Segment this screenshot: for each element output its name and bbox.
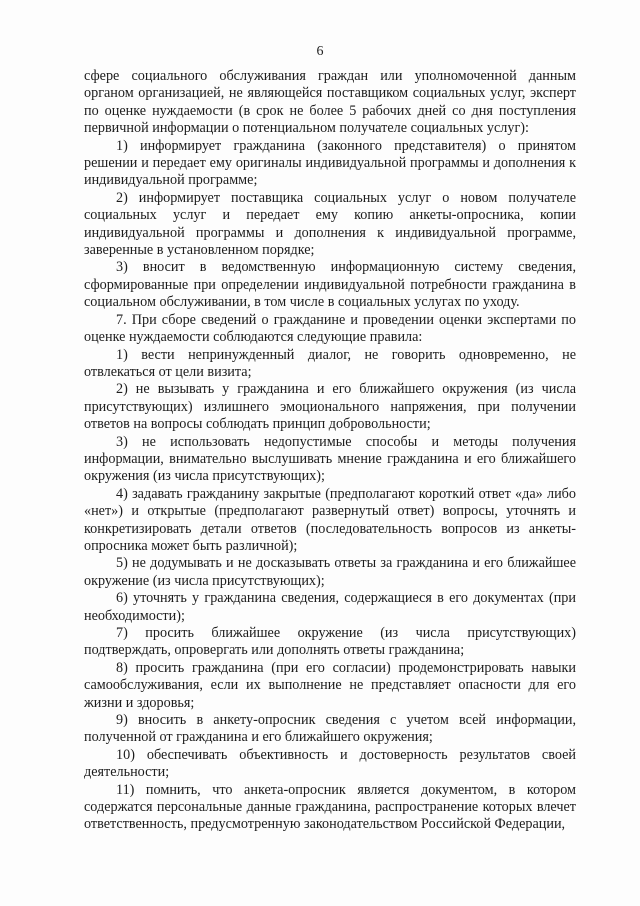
document-body (84, 68, 576, 834)
page-number: 6 (316, 44, 324, 59)
paragraph: 5) не додумывать и не досказывать ответы за гражданина и его ближайшее окружение (из числа присутствующих); (84, 555, 576, 589)
paragraph: 1) вести непринужденный диалог, не говорить одновременно, не отвлекаться от цели визита; (84, 346, 576, 380)
paragraph: 1) информирует гражданина (законного представителя) о принятом решении и передает ему оригиналы индивидуальной программы и дополнения к индивидуальной программе; (84, 137, 576, 189)
paragraph: 7. При сборе сведений о гражданине и проведении оценки экспертами по оценке нуждаемости соблюдаются следующие правила: (84, 311, 576, 346)
paragraph: 3) вносит в ведомственную информационную систему сведения, сформированные при определении индивидуальной потребности гражданина в социальном обслуживании, в том числе в социальных услугах по уходу. (84, 259, 576, 311)
paragraph: 3) не использовать недопустимые способы и методы получения информации, внимательно выслушивать мнение гражданина и его ближайшего окружения (из числа присутствующих); (84, 433, 576, 485)
paragraph: 11) помнить, что анкета-опросник является документом, в котором содержатся персональные данные гражданина, распространение которых влечет ответственность, предусмотренную законодательством Российской Федерации, (84, 781, 576, 833)
paragraph: 2) не вызывать у гражданина и его ближайшего окружения (из числа присутствующих) излишнего эмоционального напряжения, при получении ответов на вопросы соблюдать принцип добровольности; (84, 381, 576, 433)
paragraph: сфере социального обслуживания граждан или уполномоченной данным органом организацией, не являющейся поставщиком социальных услуг, эксперт по оценке нуждаемости (в срок не более 5 рабочих дней со дня поступления первичной информации о потенциальном получателе социальных услуг): (84, 68, 576, 137)
paragraph: 9) вносить в анкету-опросник сведения с учетом всей информации, полученной от гражданина и его ближайшего окружения; (84, 712, 576, 746)
paragraph: 6) уточнять у гражданина сведения, содержащиеся в его документах (при необходимости); (84, 590, 576, 624)
paragraph: 8) просить гражданина (при его согласии) продемонстрировать навыки самообслуживания, если их выполнение не представляет опасности для его жизни и здоровья; (84, 659, 576, 711)
paragraph: 10) обеспечивать объективность и достоверность результатов своей деятельности; (84, 746, 576, 781)
paragraph: 2) информирует поставщика социальных услуг о новом получателе социальных услуг и передает ему копию анкеты-опросника, копии индивидуальной программы и дополнения к индивидуальной программе, заверенные в установленном порядке; (84, 189, 576, 259)
paragraph: 7) просить ближайшее окружение (из числа присутствующих) подтверждать, опровергать или дополнять ответы гражданина; (84, 625, 576, 659)
paragraph: 4) задавать гражданину закрытые (предполагают короткий ответ «да» либо «нет») и открытые (предполагают развернутый ответ) вопросы, уточнять и конкретизировать детали ответов (последовательность вопросов из анкеты-опросника может быть различной); (84, 485, 576, 554)
